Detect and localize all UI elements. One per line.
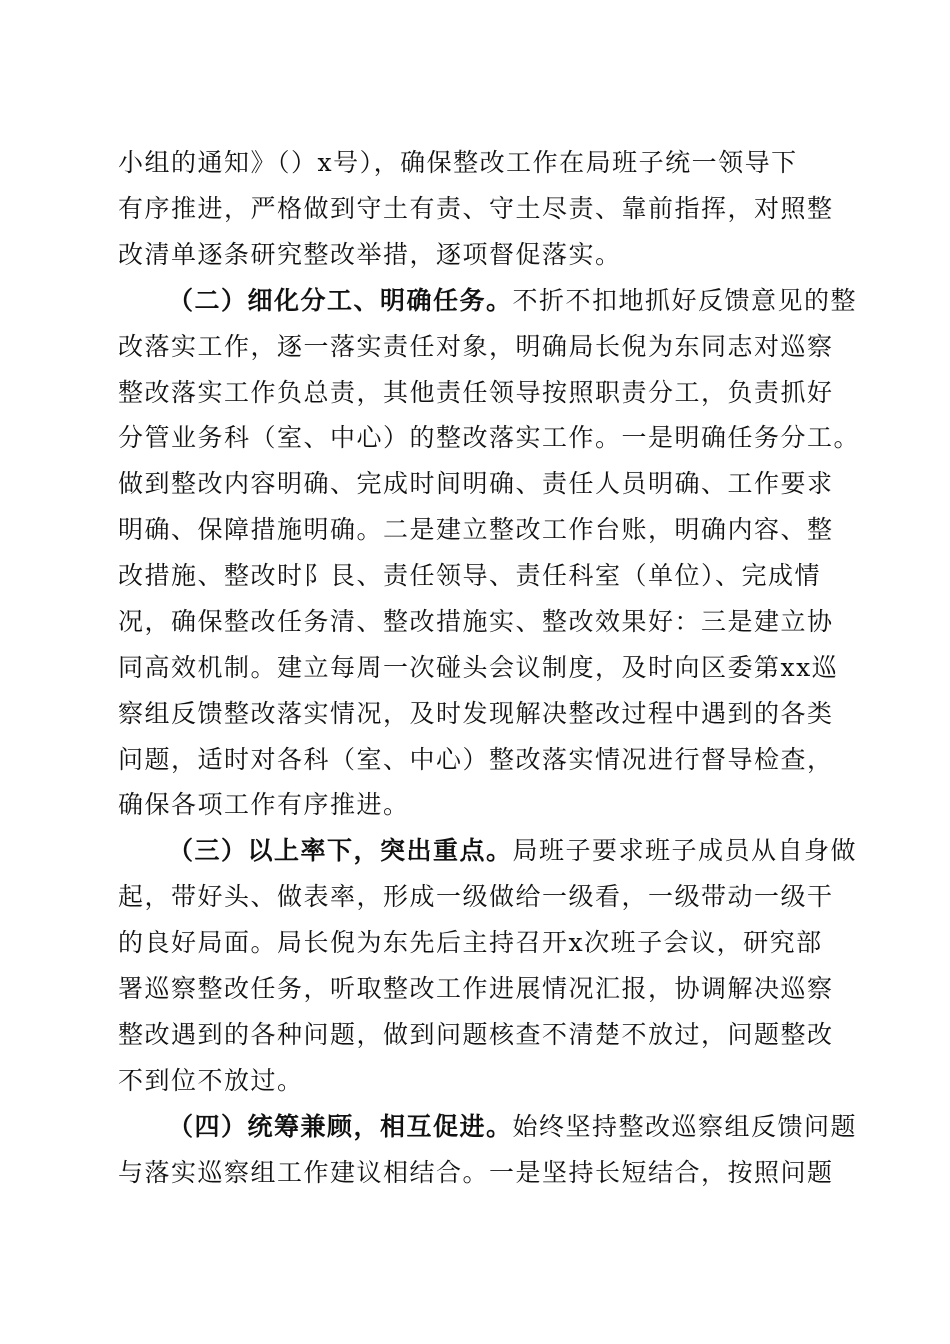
paragraph-first-line: （四）统筹兼顾，相互促进。始终坚持整改巡察组反馈问题 bbox=[168, 1112, 858, 1141]
body-line: 察组反馈整改落实情况，及时发现解决整改过程中遇到的各类 bbox=[118, 699, 834, 728]
body-line: 的良好局面。局长倪为东先后主持召开x次班子会议，研究部 bbox=[118, 928, 823, 957]
body-line: 不到位不放过。 bbox=[118, 1066, 304, 1095]
body-line: 改清单逐条研究整改举措，逐项督促落实。 bbox=[118, 240, 622, 269]
body-line: 明确、保障措施明确。二是建立整改工作台账，明确内容、整 bbox=[118, 515, 834, 544]
body-line: 与落实巡察组工作建议相结合。一是坚持长短结合，按照问题 bbox=[118, 1158, 834, 1187]
section-heading: （三）以上率下，突出重点。 bbox=[168, 836, 513, 865]
section-heading: （四）统筹兼顾，相互促进。 bbox=[168, 1112, 513, 1141]
body-line: 做到整改内容明确、完成时间明确、责任人员明确、工作要求 bbox=[118, 469, 834, 498]
paragraph-first-line: （三）以上率下，突出重点。局班子要求班子成员从自身做 bbox=[168, 836, 858, 865]
body-line: 改措施、整改时阝艮、责任领导、责任科室（单位）、完成情 bbox=[118, 561, 822, 590]
body-line: 改落实工作，逐一落实责任对象，明确局长倪为东同志对巡察 bbox=[118, 332, 834, 361]
paragraph-first-line: （二）细化分工、明确任务。不折不扣地抓好反馈意见的整 bbox=[168, 286, 858, 315]
body-line: 分管业务科（室、中心）的整改落实工作。一是明确任务分工。 bbox=[118, 423, 861, 452]
body-line: 署巡察整改任务，听取整改工作进展情况汇报，协调解决巡察 bbox=[118, 974, 834, 1003]
body-line: 整改遇到的各种问题，做到问题核查不清楚不放过，问题整改 bbox=[118, 1020, 834, 1049]
body-line: 确保各项工作有序推进。 bbox=[118, 790, 410, 819]
body-line: 况，确保整改任务清、整改措施实、整改效果好：三是建立协 bbox=[118, 607, 834, 636]
body-line: 有序推进，严格做到守土有责、守土尽责、靠前指挥，对照整 bbox=[118, 194, 834, 223]
body-line: 起，带好头、做表率，形成一级做给一级看，一级带动一级干 bbox=[118, 882, 834, 911]
body-line: 问题，适时对各科（室、中心）整改落实情况进行督导检查， bbox=[118, 745, 834, 774]
body-line: 小组的通知》（）x号），确保整改工作在局班子统一领导下 bbox=[118, 148, 798, 177]
body-line: 整改落实工作负总责，其他责任领导按照职责分工，负责抓好 bbox=[118, 378, 834, 407]
section-heading: （二）细化分工、明确任务。 bbox=[168, 286, 513, 315]
body-line: 同高效机制。建立每周一次碰头会议制度，及时向区委第xx巡 bbox=[118, 653, 839, 682]
